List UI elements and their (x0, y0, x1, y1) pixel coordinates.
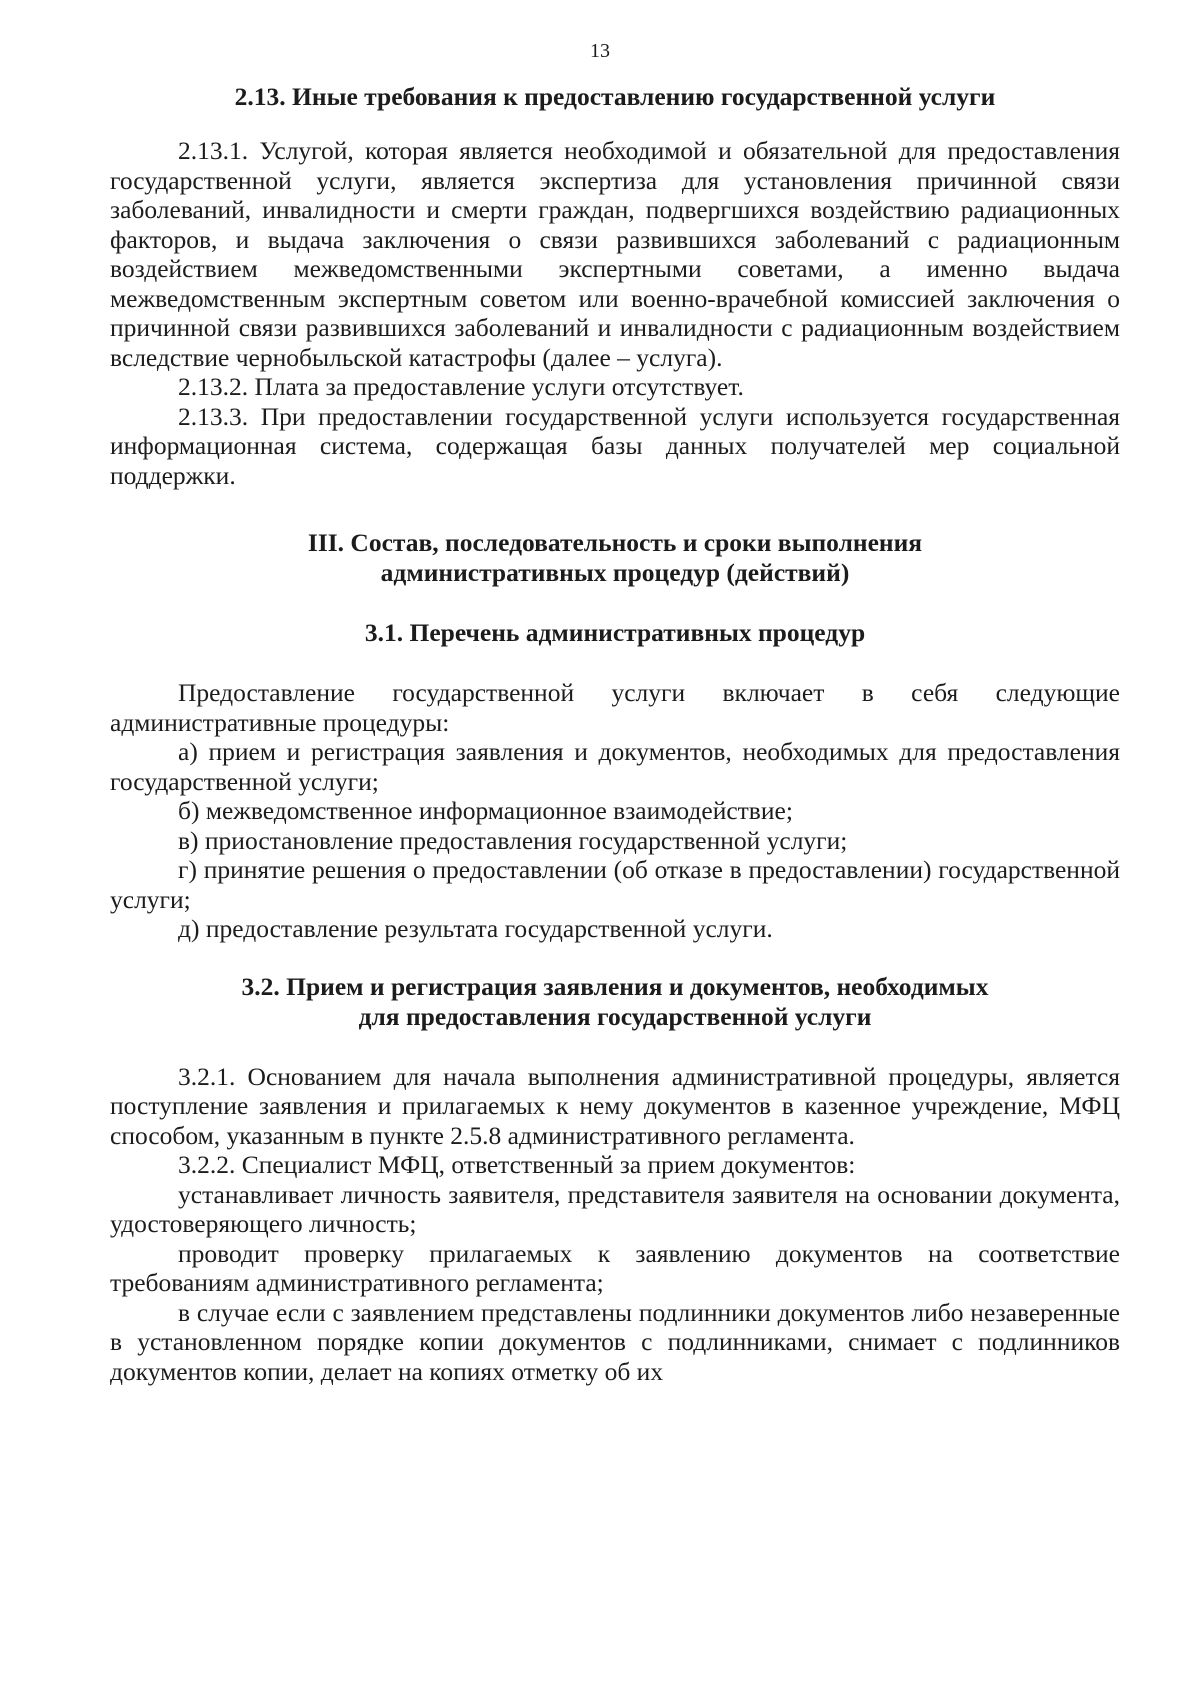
paragraph-3-2-2-copies: в случае если с заявлением представлены подлинники документов либо незаверенные в установленном порядке копии документов с подлинниками, снимает с подлинников документов копии, делает на копиях отметку об их (110, 1297, 1120, 1386)
paragraph-3-2-2-identity: устанавливает личность заявителя, представителя заявителя на основании документа, удостоверяющего личность; (110, 1179, 1120, 1238)
paragraph-3-2-2: 3.2.2. Специалист МФЦ, ответственный за прием документов: (178, 1150, 856, 1179)
heading-section-3-2-line2: для предоставления государственной услуги (358, 1001, 872, 1031)
paragraph-2-13-3: 2.13.3. При предоставлении государственной услуги используется государственная информационная система, содержащая базы данных получателей мер социальной поддержки. (110, 401, 1120, 490)
page-number: 13 (590, 40, 610, 62)
list-item-3-1-v: в) приостановление предоставления государственной услуги; (178, 825, 848, 855)
heading-section-3-2 (110, 972, 1120, 1032)
list-item-3-1-b: б) межведомственное информационное взаимодействие; (178, 796, 793, 825)
document-body (110, 82, 1120, 1386)
heading-section-2-13: 2.13. Иные требования к предоставлению государственной услуги (234, 82, 996, 111)
heading-section-3-1: 3.1. Перечень административных процедур (364, 618, 866, 647)
heading-section-iii (110, 528, 1120, 588)
list-item-3-1-g: г) принятие решения о предоставлении (об отказе в предоставлении) государственной услуги; (110, 855, 1120, 914)
heading-section-iii-line1: III. Состав, последовательность и сроки выполнения (307, 528, 923, 557)
list-item-3-1-a: а) прием и регистрация заявления и документов, необходимых для предоставления государственной услуги; (110, 737, 1120, 796)
paragraph-2-13-1: 2.13.1. Услугой, которая является необходимой и обязательной для предоставления государственной услуги, является экспертиза для установления причинной связи заболеваний, инвалидности и смерти граждан, подвергшихся воздействию радиационных факторов, и выдача заключения о связи развившихся заболеваний с радиационным воздействием межведомственными экспертными советами, а именно выдача межведомственным экспертным советом или военно-врачебной комиссией заключения о причинной связи развившихся заболеваний и инвалидности с радиационным воздействием вследствие чернобыльской катастрофы (далее – услуга). (110, 136, 1120, 372)
paragraph-2-13-2: 2.13.2. Плата за предоставление услуги отсутствует. (178, 372, 744, 401)
paragraph-3-2-2-check: проводит проверку прилагаемых к заявлению документов на соответствие требованиям административного регламента; (110, 1238, 1120, 1297)
heading-section-3-2-line1: 3.2. Прием и регистрация заявления и документов, необходимых (241, 971, 989, 1001)
paragraph-3-1-intro: Предоставление государственной услуги включает в себя следующие административные процедуры: (110, 678, 1120, 737)
list-item-3-1-d: д) предоставление результата государственной услуги. (178, 914, 773, 943)
heading-section-iii-line2: административных процедур (действий) (380, 558, 850, 587)
paragraph-3-2-1: 3.2.1. Основанием для начала выполнения административной процедуры, является поступление заявления и прилагаемых к нему документов в казенное учреждение, МФЦ способом, указанным в пункте 2.5.8 административного регламента. (110, 1061, 1120, 1150)
